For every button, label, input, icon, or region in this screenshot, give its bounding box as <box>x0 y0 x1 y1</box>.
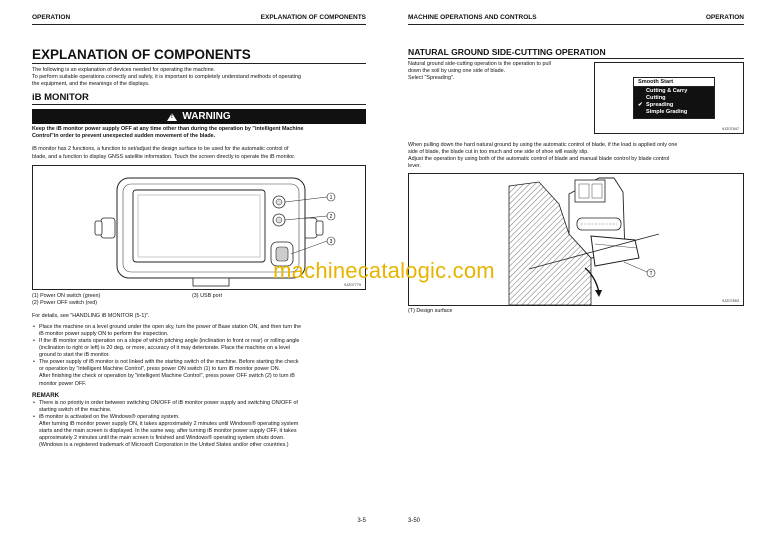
right-header-section: OPERATION <box>705 14 744 21</box>
warning-box <box>32 109 366 140</box>
remark-line: • iB monitor is activated on the Windows® operating system. <box>39 413 180 420</box>
bullet-line: ground to start the iB monitor. <box>39 352 110 359</box>
description-line: iB monitor has 2 functions, a function to set/adjust the design surface to be used for the automatic control of <box>32 146 289 153</box>
page-title: EXPLANATION OF COMPONENTS <box>32 47 366 64</box>
details-reference: For details, see "HANDLING iB MONITOR (5-1)". <box>32 312 150 319</box>
description-line: blade, and a function to display GNSS satellite information. Touch the screen directly to operate the iB monitor. <box>32 153 296 160</box>
warning-label: WARNING <box>182 111 231 123</box>
menu-item-spreading <box>634 102 714 109</box>
pulling-line: lever. <box>408 163 421 170</box>
pulling-line: When pulling down the hard natural ground by using the automatic control of blade, if the load is applied only one <box>408 142 678 148</box>
left-page-number: 3-5 <box>357 518 366 524</box>
pulling-paragraph <box>408 142 744 170</box>
cutting-line: Natural ground side-cutting operation is the operation to pull <box>408 61 551 67</box>
menu-item-simple-grading: Simple Grading <box>646 109 688 115</box>
intro-line: the equipment, and the meanings of the displays. <box>32 81 150 88</box>
bullet-line: (inclination to right or left) is 20 deg. or more, accuracy of it may deteriorate. Place the machine on a level <box>39 345 291 352</box>
bullet-line: • The power supply of iB monitor is not linked with the starting switch of the machine. Before starting the check <box>39 359 299 366</box>
callout-3: 3 <box>329 238 333 245</box>
warning-text <box>32 126 366 140</box>
ib-monitor-figure <box>32 165 366 290</box>
remark-list <box>32 400 366 450</box>
figure-id-right: 9JZ07853 <box>722 299 739 304</box>
menu-item-cutting-carry: Cutting & Carry <box>646 88 688 94</box>
bullet-item <box>32 359 366 387</box>
menu-figure-id: 9JZ07847 <box>722 127 739 131</box>
figure-id: 9JZ07779 <box>344 282 361 287</box>
cutting-line: Select "Spreading". <box>408 75 455 82</box>
bullet-line: After finishing the check or operation by "intelligent Machine Control", press power OFF switch (2) to turn iB <box>39 373 295 380</box>
menu-options <box>634 87 714 118</box>
callout-1: 1 <box>329 194 333 201</box>
ib-monitor-heading: iB MONITOR <box>32 92 366 105</box>
bullet-line: or operation by "intelligent Machine Control", press power ON switch (1) to turn iB monitor power ON. <box>39 366 281 373</box>
ib-bullet-list <box>32 324 366 388</box>
warning-line: Keep the iB monitor power supply OFF at any time other than during the operation by "intelligent Machine <box>32 126 304 133</box>
intro-paragraph <box>32 67 366 88</box>
side-cutting-block <box>408 61 744 134</box>
left-page <box>32 14 366 534</box>
side-cutting-heading: NATURAL GROUND SIDE-CUTTING OPERATION <box>408 47 744 59</box>
warning-bar <box>32 109 366 124</box>
right-running-header <box>408 14 744 25</box>
remark-line: • There is no priority in order between switching ON/OFF of iB monitor power supply and switching ON/OFF of <box>39 399 298 406</box>
warning-triangle-icon <box>167 113 177 121</box>
check-icon: ✔ <box>638 102 643 108</box>
left-header-section: OPERATION <box>32 14 71 21</box>
bullet-line: • If the iB monitor starts operation on a slope of which pitching angle (inclination to front or rear) or rolling angle <box>39 337 300 344</box>
legend-item: (3) USB port <box>192 292 222 299</box>
watermark: machinecatalogic.com <box>273 258 495 283</box>
left-header-chapter: EXPLANATION OF COMPONENTS <box>260 14 366 21</box>
figure-legend <box>32 293 366 307</box>
remark-line: After turning iB monitor power supply ON, it takes approximately 2 minutes until Windows® operating system <box>39 420 299 427</box>
remark-line: approximately 2 minutes until the main screen is finished and Windows® operating system shuts down. <box>39 435 285 442</box>
bullet-line: • Place the machine on a level ground under the open sky, turn the power of Base station ON, and then turn the <box>39 323 302 330</box>
remark-line: (Windows is a registered trademark of Microsoft Corporation in the United States and/or other countries.) <box>39 442 289 449</box>
intro-line: To perform suitable operations correctly and safely, it is important to completely understand methods of operating <box>32 74 301 81</box>
left-running-header <box>32 14 366 25</box>
legend-item: (1) Power ON switch (green) <box>32 292 101 299</box>
pulling-line: Adjust the operation by using both of the automatic control of blade and manual blade control by blade control <box>408 156 670 163</box>
bullet-item <box>32 324 366 338</box>
callout-t: T <box>649 271 653 278</box>
menu-item-smooth-start: Smooth Start <box>634 78 714 87</box>
menu-item-spreading-label: Spreading <box>646 102 674 108</box>
side-cutting-figure <box>408 173 744 306</box>
remark-line: starts and the main screen is displayed. In the same way, after turning iB monitor power supply OFF, it takes <box>39 427 297 434</box>
mode-menu-figure <box>594 62 744 134</box>
bullet-line: monitor power OFF. <box>39 380 87 387</box>
right-page <box>408 14 744 534</box>
intro-line: The following is an explanation of devices needed for operating the machine. <box>32 67 216 73</box>
menu-item-cutting: Cutting <box>646 95 666 101</box>
figure-caption: (T) Design surface <box>408 308 453 315</box>
remark-item <box>32 400 366 414</box>
cutting-line: down the soil by using one side of blade. <box>408 68 506 75</box>
callout-2: 2 <box>329 213 333 220</box>
right-header-chapter: MACHINE OPERATIONS AND CONTROLS <box>408 14 537 21</box>
bullet-item <box>32 338 366 359</box>
side-cutting-text <box>408 61 576 134</box>
ib-description <box>32 146 366 160</box>
dozer-side-cut-illustration <box>409 174 743 305</box>
pulling-line: side of blade, the blade cut in too much and one side of shoe will easily slip. <box>408 149 589 156</box>
right-page-number: 3-50 <box>408 518 421 524</box>
bullet-line: iB monitor power supply ON to perform the inspection. <box>39 330 169 337</box>
ib-monitor-illustration <box>33 166 365 289</box>
remark-heading: REMARK <box>32 391 60 399</box>
legend-item: (2) Power OFF switch (red) <box>32 299 97 306</box>
mode-menu <box>633 77 715 119</box>
remark-item <box>32 414 366 449</box>
warning-line: Control"in order to prevent unexpected sudden movement of the blade. <box>32 133 216 140</box>
remark-line: starting switch of the machine. <box>39 406 112 413</box>
